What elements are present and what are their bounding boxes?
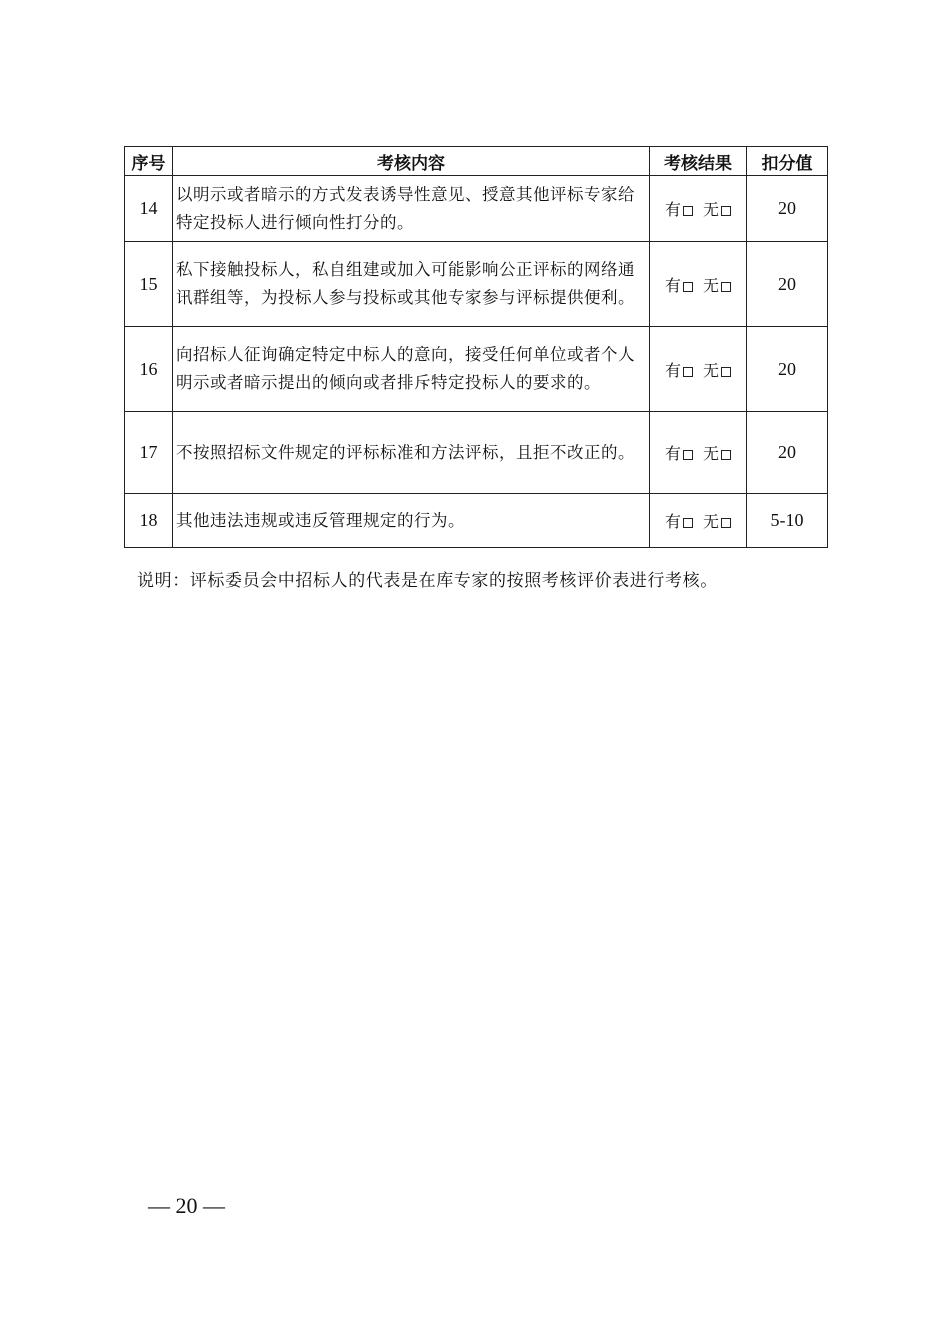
row-result: [650, 494, 747, 548]
table-note: 说明：评标委员会中招标人的代表是在库专家的按照考核评价表进行考核。: [137, 571, 718, 591]
row-content: 以明示或者暗示的方式发表诱导性意见、授意其他评标专家给特定投标人进行倾向性打分的。: [173, 176, 650, 242]
row-score: 20: [747, 412, 828, 494]
option-no-label: 无: [703, 360, 720, 380]
table-row: [125, 242, 828, 327]
option-yes-label: 有: [664, 512, 681, 531]
row-result: [650, 412, 747, 494]
page-number: — 20 —: [148, 1193, 225, 1218]
row-number: 17: [125, 412, 173, 494]
table-row: [125, 412, 828, 494]
row-number: 15: [125, 242, 173, 327]
evaluation-table: [124, 146, 828, 548]
row-score: 5-10: [747, 494, 828, 548]
table-row: [125, 327, 828, 412]
row-content: 私下接触投标人，私自组建或加入可能影响公正评标的网络通讯群组等，为投标人参与投标或其他专家参与评标提供便利。: [173, 242, 650, 327]
option-no-label: 无: [703, 275, 720, 295]
option-no[interactable]: [703, 197, 731, 220]
header-num: 序号: [125, 147, 173, 176]
checkbox-icon[interactable]: [683, 206, 693, 216]
row-content: 不按照招标文件规定的评标标准和方法评标，且拒不改正的。: [173, 412, 650, 494]
row-content: 向招标人征询确定特定中标人的意向，接受任何单位或者个人明示或者暗示提出的倾向或者排斥特定投标人的要求的。: [173, 327, 650, 412]
header-score: 扣分值: [747, 147, 828, 176]
option-yes-label: 有: [664, 360, 681, 380]
option-yes-label: 有: [664, 444, 681, 463]
option-no[interactable]: [703, 441, 731, 464]
row-score: 20: [747, 327, 828, 412]
option-yes-label: 有: [664, 200, 681, 219]
option-yes[interactable]: [665, 509, 693, 532]
table-header-row: [125, 147, 828, 176]
checkbox-icon[interactable]: [683, 450, 693, 460]
row-number: 16: [125, 327, 173, 412]
option-yes[interactable]: [665, 441, 693, 464]
checkbox-icon[interactable]: [721, 367, 731, 377]
checkbox-icon[interactable]: [721, 518, 731, 528]
option-yes-label: 有: [664, 275, 681, 295]
option-no[interactable]: [703, 273, 731, 296]
checkbox-icon[interactable]: [721, 282, 731, 292]
row-result: [650, 242, 747, 327]
checkbox-icon[interactable]: [683, 518, 693, 528]
header-result: 考核结果: [650, 147, 747, 176]
option-no[interactable]: [703, 358, 731, 381]
option-yes[interactable]: [665, 358, 693, 381]
option-no[interactable]: [703, 509, 731, 532]
checkbox-icon[interactable]: [721, 450, 731, 460]
row-score: 20: [747, 176, 828, 242]
table-row: [125, 494, 828, 548]
row-result: [650, 327, 747, 412]
checkbox-icon[interactable]: [683, 367, 693, 377]
header-content: 考核内容: [173, 147, 650, 176]
row-score: 20: [747, 242, 828, 327]
option-no-label: 无: [703, 444, 720, 463]
checkbox-icon[interactable]: [683, 282, 693, 292]
option-yes[interactable]: [665, 273, 693, 296]
option-yes[interactable]: [665, 197, 693, 220]
row-result: [650, 176, 747, 242]
option-no-label: 无: [703, 512, 720, 531]
row-number: 14: [125, 176, 173, 242]
option-no-label: 无: [703, 200, 720, 219]
table-row: [125, 176, 828, 242]
checkbox-icon[interactable]: [721, 206, 731, 216]
row-number: 18: [125, 494, 173, 548]
row-content: 其他违法违规或违反管理规定的行为。: [173, 494, 650, 548]
